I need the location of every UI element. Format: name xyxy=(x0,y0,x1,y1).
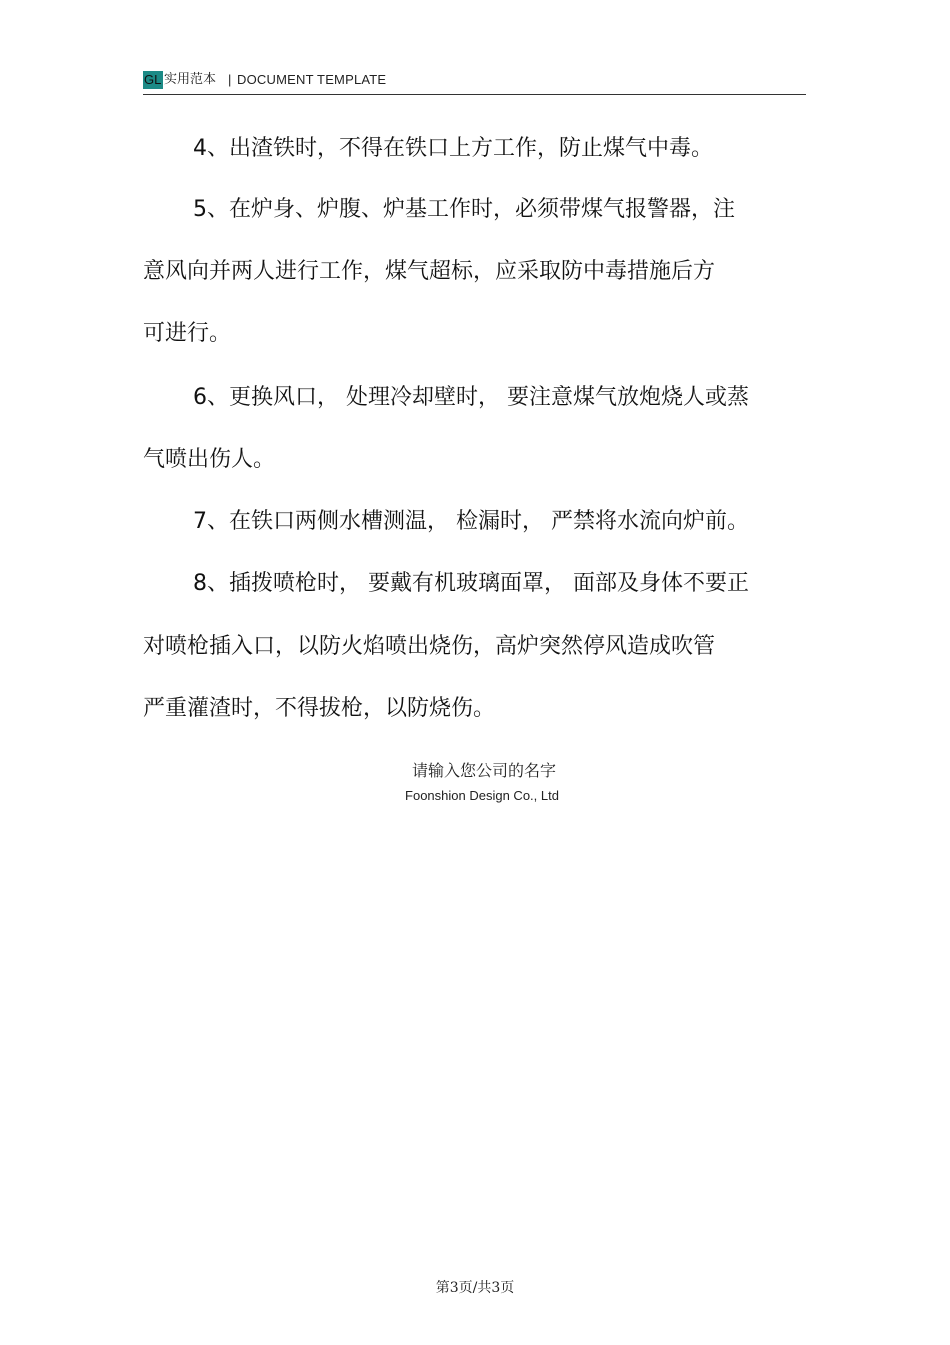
body-line: 严重灌渣时，不得拔枪，以防烧伤。 xyxy=(143,696,496,721)
page-number: 第3页/共3页 xyxy=(435,1280,515,1296)
body-line: 可进行。 xyxy=(143,321,232,346)
body-line: 6、更换风口， 处理冷却壁时， 要注意煤气放炮烧人或蒸 xyxy=(193,385,749,410)
body-line: 7、在铁口两侧水槽测温， 检漏时， 严禁将水流向炉前。 xyxy=(193,509,749,534)
company-name-en: Foonshion Design Co., Ltd xyxy=(405,788,559,803)
logo-text: GL xyxy=(144,72,162,87)
body-line: 对喷枪插入口，以防火焰喷出烧伤，高炉突然停风造成吹管 xyxy=(143,634,716,659)
body-line: 5、在炉身、炉腹、炉基工作时，必须带煤气报警器，注 xyxy=(193,197,735,222)
header-separator: | xyxy=(228,72,232,87)
body-line: 8、插拨喷枪时， 要戴有机玻璃面罩， 面部及身体不要正 xyxy=(193,571,749,596)
body-line: 4、出渣铁时，不得在铁口上方工作，防止煤气中毒。 xyxy=(193,136,713,161)
header-title-cn: 实用范本 xyxy=(164,72,217,87)
header-title-en: DOCUMENT TEMPLATE xyxy=(237,72,387,87)
company-name-cn: 请输入您公司的名字 xyxy=(411,761,556,780)
page-header xyxy=(143,70,806,95)
body-line: 气喷出伤人。 xyxy=(143,447,276,472)
body-line: 意风向并两人进行工作，煤气超标，应采取防中毒措施后方 xyxy=(143,259,716,284)
